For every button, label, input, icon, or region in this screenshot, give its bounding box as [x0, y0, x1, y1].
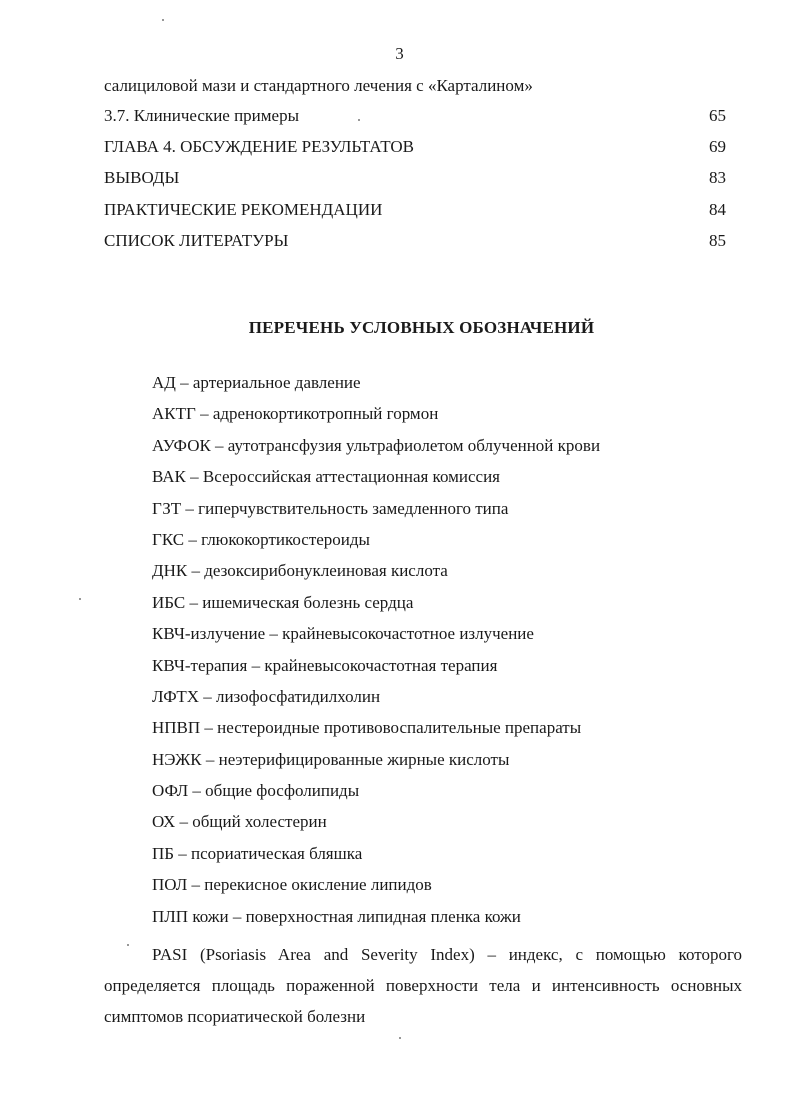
scan-speck — [162, 19, 164, 21]
abbreviation-item: ГКС – глюкокортикостероиды — [152, 529, 370, 549]
toc-entry-title: ВЫВОДЫ — [104, 168, 180, 187]
toc-entry-page: 65 — [709, 106, 726, 125]
abbreviation-item: ПЛП кожи – поверхностная липидная пленка кожи — [152, 906, 521, 926]
section-heading: ПЕРЕЧЕНЬ УСЛОВНЫХ ОБОЗНАЧЕНИЙ — [248, 318, 595, 337]
abbreviation-item: НПВП – нестероидные противовоспалительные препараты — [152, 718, 582, 738]
abbreviation-item: КВЧ-излучение – крайневысокочастотное излучение — [152, 624, 534, 644]
scan-speck — [79, 598, 81, 600]
toc-entry-title: ПРАКТИЧЕСКИЕ РЕКОМЕНДАЦИИ — [104, 200, 383, 219]
abbreviation-item: ОФЛ – общие фосфолипиды — [152, 781, 360, 801]
abbreviation-item: ПБ – псориатическая бляшка — [152, 843, 363, 863]
abbreviation-item: ВАК – Всероссийская аттестационная комиссия — [152, 467, 500, 487]
page-number: 3 — [395, 44, 404, 63]
scan-speck — [358, 119, 360, 121]
toc-entry-page: 69 — [709, 137, 726, 156]
abbreviation-item: АД – артериальное давление — [152, 373, 361, 392]
abbreviation-item: ГЗТ – гиперчувствительность замедленного типа — [152, 498, 509, 518]
toc-entry-title: 3.7. Клинические примеры — [104, 106, 300, 125]
abbreviation-item: НЭЖК – неэтерифицированные жирные кислоты — [152, 749, 510, 769]
toc-entry-page: 85 — [709, 231, 726, 250]
toc-entry-page: 84 — [709, 200, 726, 219]
toc-continuation-line: салициловой мази и стандартного лечения с «Карталином» — [104, 76, 533, 95]
abbreviation-item: ПОЛ – перекисное окисление липидов — [152, 875, 432, 895]
toc-entry-title: ГЛАВА 4. ОБСУЖДЕНИЕ РЕЗУЛЬТАТОВ — [104, 137, 414, 156]
toc-entry-title: СПИСОК ЛИТЕРАТУРЫ — [104, 231, 289, 250]
pasi-definition-paragraph: PASI (Psoriasis Area and Severity Index) – индекс, с помощью которого определяется площадь пораженной поверхности тела и интенсивность основных симптомов псориатической болезни — [104, 945, 742, 1026]
abbreviation-item: ДНК – дезоксирибонуклеиновая кислота — [152, 561, 448, 581]
abbreviation-list — [152, 373, 600, 938]
abbreviation-item: ОХ – общий холестерин — [152, 812, 327, 832]
abbreviation-item: АУФОК – аутотрансфузия ультрафиолетом облученной крови — [152, 435, 601, 455]
abbreviation-item: ЛФТХ – лизофосфатидилхолин — [152, 686, 381, 706]
scan-speck — [399, 1037, 401, 1039]
abbreviation-item: АКТГ – адренокортикотропный гормон — [152, 404, 439, 424]
abbreviation-item: КВЧ-терапия – крайневысокочастотная терапия — [152, 655, 498, 675]
abbreviation-item: ИБС – ишемическая болезнь сердца — [152, 592, 414, 612]
toc-entry-page: 83 — [709, 168, 726, 187]
